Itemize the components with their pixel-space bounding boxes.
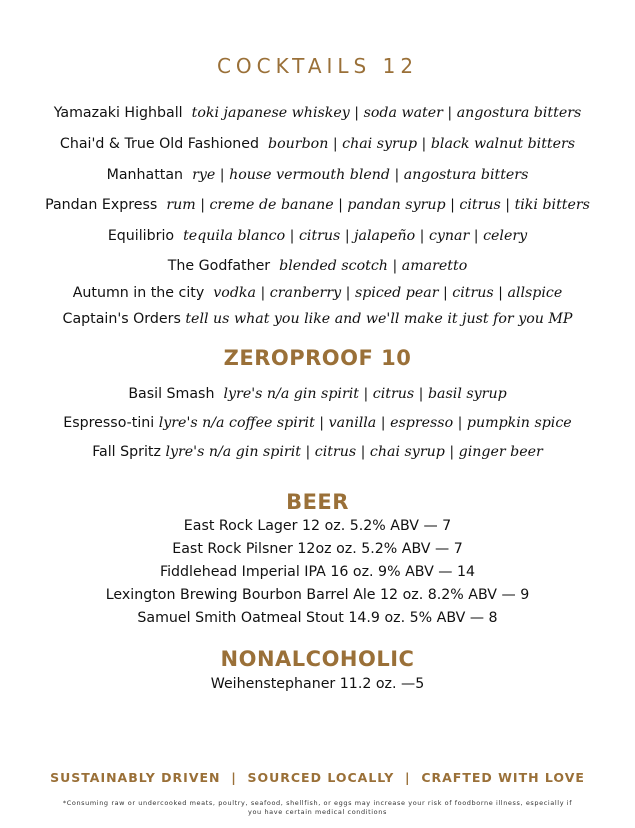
cocktail-description: tell us what you like and we'll make it just for you MP [185, 311, 573, 327]
cocktail-description: toki japanese whiskey | soda water | angostura bitters [191, 105, 582, 121]
cocktails-heading: COCKTAILS 12 [216, 54, 419, 78]
beer-item: East Rock Lager 12 oz. 5.2% ABV — 7 [183, 518, 452, 534]
beer-item: Samuel Smith Oatmeal Stout 14.9 oz. 5% ABV — 8 [137, 610, 498, 626]
cocktail-name: Pandan Express [45, 197, 158, 213]
zeroproof-description: lyre's n/a gin spirit | citrus | basil syrup [223, 386, 507, 402]
zeroproof-item [0, 415, 635, 431]
nonalcoholic-heading: NONALCOHOLIC [220, 647, 415, 671]
cocktail-item [0, 228, 635, 244]
beer-heading: BEER [286, 490, 349, 514]
cocktail-name: Captain's Orders [62, 311, 181, 327]
cocktail-name: Autumn in the city [72, 285, 205, 301]
cocktail-item [0, 105, 635, 121]
zeroproof-description: lyre's n/a gin spirit | citrus | chai syrup | ginger beer [165, 444, 543, 460]
zeroproof-item [0, 386, 635, 402]
cocktail-item [0, 285, 635, 301]
zeroproof-description: lyre's n/a coffee spirit | vanilla | espresso | pumpkin spice [158, 415, 572, 431]
cocktail-description: vodka | cranberry | spiced pear | citrus | allspice [213, 285, 563, 301]
cocktail-name: Manhattan [106, 167, 184, 183]
beer-item: Fiddlehead Imperial IPA 16 oz. 9% ABV — 14 [159, 564, 476, 580]
zeroproof-name: Fall Spritz [92, 444, 161, 460]
cocktail-item [0, 167, 635, 183]
cocktail-description: rye | house vermouth blend | angostura bitters [192, 167, 529, 183]
cocktail-name: Yamazaki Highball [53, 105, 183, 121]
cocktail-description: blended scotch | amaretto [279, 258, 468, 274]
cocktail-item [0, 197, 635, 213]
beer-item: Lexington Brewing Bourbon Barrel Ale 12 oz. 8.2% ABV — 9 [105, 587, 530, 603]
cocktail-description: rum | creme de banane | pandan syrup | citrus | tiki bitters [166, 197, 590, 213]
cocktail-item [0, 258, 635, 274]
zeroproof-item [0, 444, 635, 460]
cocktail-name: Equilibrio [107, 228, 175, 244]
zeroproof-name: Basil Smash [128, 386, 215, 402]
cocktail-description: tequila blanco | citrus | jalapeño | cynar | celery [183, 228, 528, 244]
zeroproof-name: Espresso-tini [63, 415, 155, 431]
cocktail-description: bourbon | chai syrup | black walnut bitters [268, 136, 576, 152]
cocktail-name: Chai'd & True Old Fashioned [59, 136, 259, 152]
beer-item: East Rock Pilsner 12oz oz. 5.2% ABV — 7 [172, 541, 463, 557]
cocktail-name: The Godfather [167, 258, 271, 274]
nonalcoholic-item: Weihenstephaner 11.2 oz. —5 [210, 676, 425, 692]
food-safety-disclaimer: *Consuming raw or undercooked meats, poultry, seafood, shellfish, or eggs may increase your risk of foodborne illness, especially if you have certain medical conditions [62, 799, 573, 816]
footer-tagline: SUSTAINABLY DRIVEN | SOURCED LOCALLY | CRAFTED WITH LOVE [50, 770, 585, 785]
cocktail-item [0, 311, 635, 327]
cocktail-item [0, 136, 635, 152]
zeroproof-heading: ZEROPROOF 10 [223, 346, 412, 370]
